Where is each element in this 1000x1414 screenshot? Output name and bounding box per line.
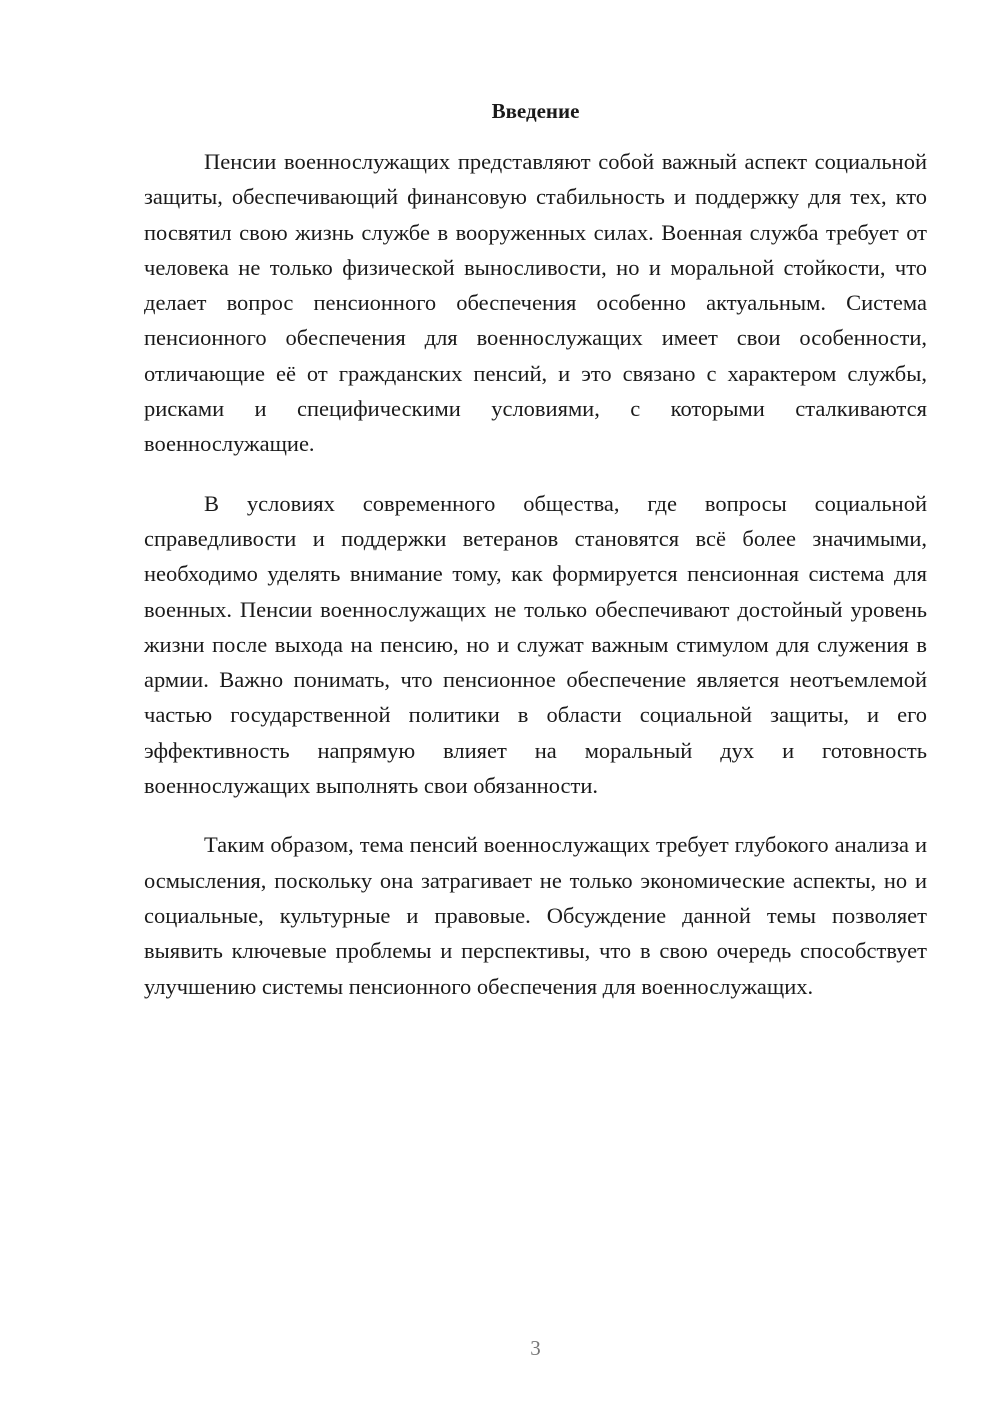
paragraph-1: Пенсии военнослужащих представляют собой важный аспект социальной защиты, обеспечивающий финансовую стабильность и поддержку для тех, кто посвятил свою жизнь службе в вооруженных силах. Военная служба требует от человека не только физической выносливости, но и моральной стойкости, что делает вопрос пенсионного обеспечения особенно актуальным. Система пенсионного обеспечения для военнослужащих имеет свои особенности, отличающие её от гражданских пенсий, и это связано с характером службы, рисками и специфическими условиями, с которыми сталкиваются военнослужащие. [144,149,927,457]
section-heading: Введение [491,99,580,123]
paragraph-3: Таким образом, тема пенсий военнослужащих требует глубокого анализа и осмысления, поскольку она затрагивает не только экономические аспекты, но и социальные, культурные и правовые. Обсуждение данной темы позволяет выявить ключевые проблемы и перспективы, что в свою очередь способствует улучшению системы пенсионного обеспечения для военнослужащих. [144,832,927,999]
paragraph-2: В условиях современного общества, где вопросы социальной справедливости и поддержки ветеранов становятся всё более значимыми, необходимо уделять внимание тому, как формируется пенсионная система для военных. Пенсии военнослужащих не только обеспечивают достойный уровень жизни после выхода на пенсию, но и служат важным стимулом для служения в армии. Важно понимать, что пенсионное обеспечение является неотъемлемой частью государственной политики в области социальной защиты, и его эффективность напрямую влияет на моральный дух и готовность военнослужащих выполнять свои обязанности. [144,490,927,799]
page-number: 3 [530,1336,541,1360]
document-body [144,144,927,1028]
